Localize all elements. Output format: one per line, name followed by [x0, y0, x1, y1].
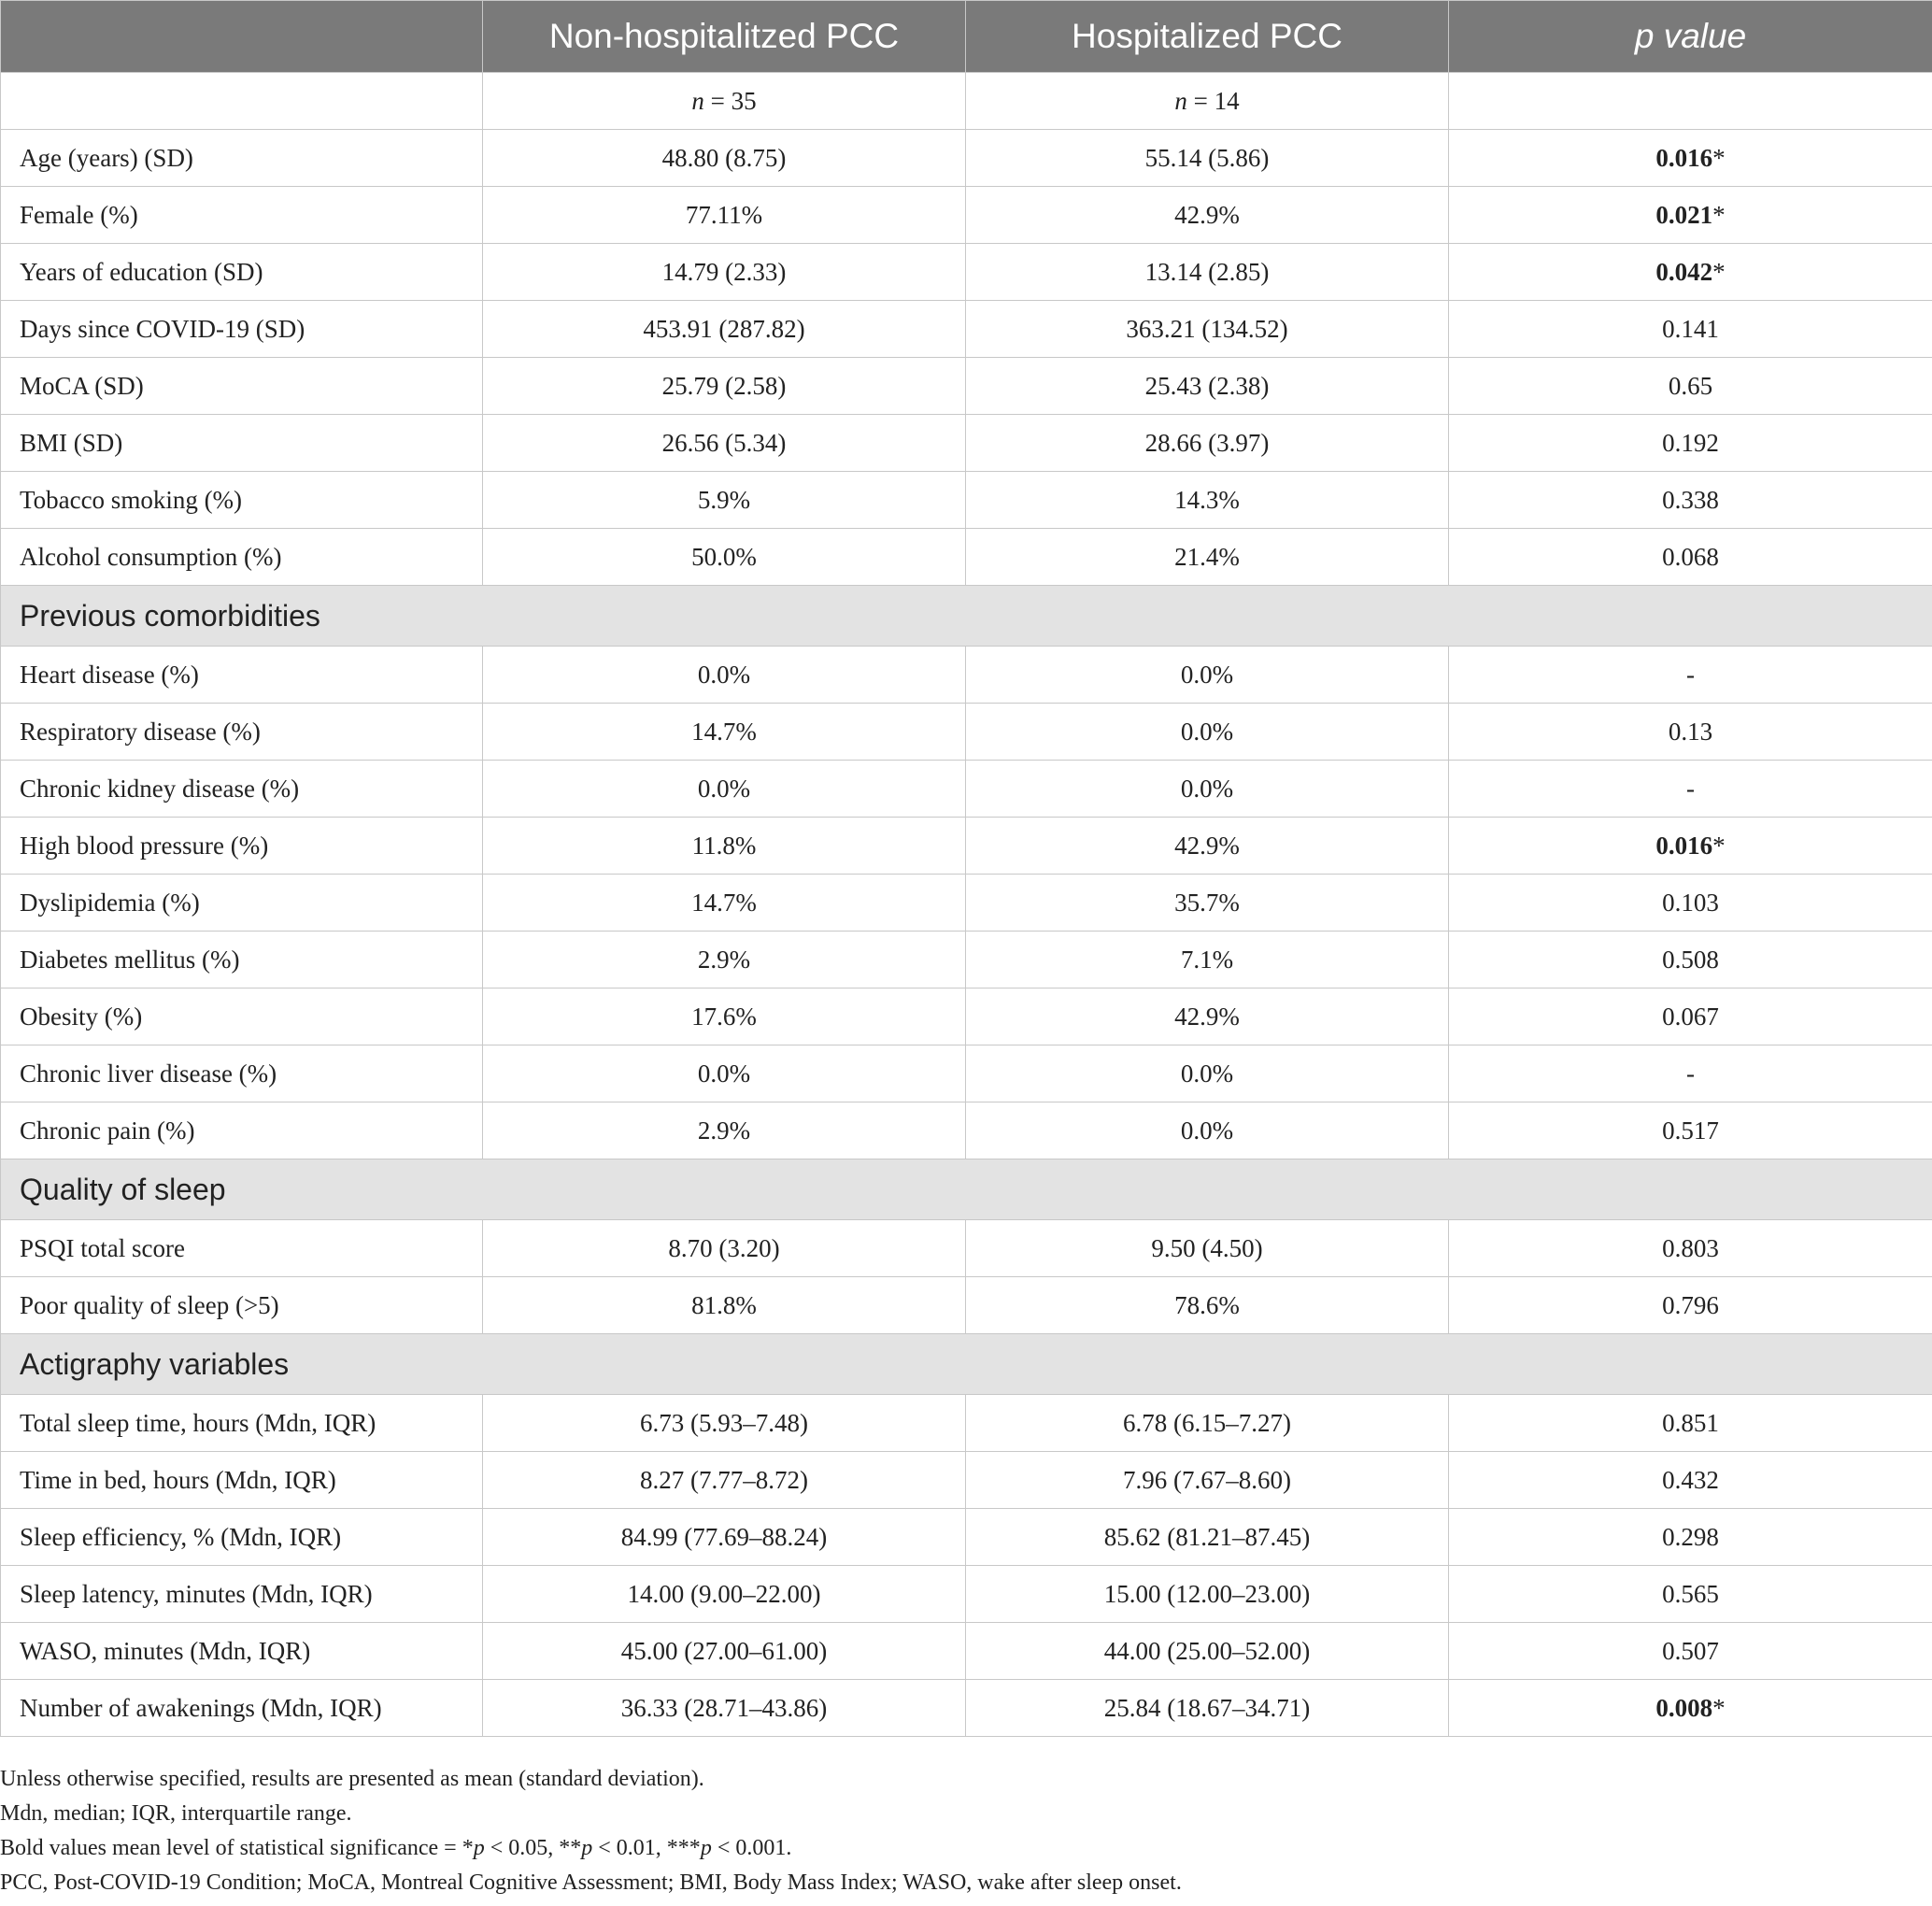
non-hospitalized-value: 45.00 (27.00–61.00)	[483, 1623, 966, 1680]
hospitalized-value: 6.78 (6.15–7.27)	[966, 1395, 1449, 1452]
table-row	[1, 989, 1932, 1045]
p-value	[1449, 989, 1932, 1045]
row-label: Heart disease (%)	[1, 647, 483, 704]
p-value	[1449, 1452, 1932, 1509]
row-label: Dyslipidemia (%)	[1, 875, 483, 932]
p-value	[1449, 1509, 1932, 1566]
sample-size-p	[1449, 73, 1932, 130]
n-value: = 35	[703, 86, 757, 115]
row-label: Sleep latency, minutes (Mdn, IQR)	[1, 1566, 483, 1623]
table-row	[1, 529, 1932, 586]
hospitalized-value: 42.9%	[966, 818, 1449, 875]
non-hospitalized-value: 81.8%	[483, 1277, 966, 1334]
table-row	[1, 761, 1932, 818]
p-value	[1449, 1395, 1932, 1452]
sample-size-non-hospitalized	[483, 73, 966, 130]
table-row	[1, 647, 1932, 704]
footnote-2: Mdn, median; IQR, interquartile range.	[0, 1801, 352, 1826]
table-row	[1, 415, 1932, 472]
non-hospitalized-value: 48.80 (8.75)	[483, 130, 966, 187]
non-hospitalized-value: 6.73 (5.93–7.48)	[483, 1395, 966, 1452]
hospitalized-value: 35.7%	[966, 875, 1449, 932]
p-value	[1449, 932, 1932, 989]
p-value-number: 0.13	[1668, 717, 1713, 746]
footnote-3-text: < 0.01, ***	[592, 1836, 701, 1860]
row-label: Chronic liver disease (%)	[1, 1045, 483, 1102]
hospitalized-value: 0.0%	[966, 1045, 1449, 1102]
p-value	[1449, 1102, 1932, 1159]
p-value	[1449, 1566, 1932, 1623]
hospitalized-value: 25.43 (2.38)	[966, 358, 1449, 415]
hospitalized-value: 25.84 (18.67–34.71)	[966, 1680, 1449, 1737]
table-row	[1, 1680, 1932, 1737]
p-value	[1449, 875, 1932, 932]
row-label: Chronic kidney disease (%)	[1, 761, 483, 818]
hospitalized-value: 44.00 (25.00–52.00)	[966, 1623, 1449, 1680]
p-value-number: -	[1686, 660, 1695, 689]
p-value-number: 0.103	[1662, 888, 1719, 917]
hospitalized-value: 7.1%	[966, 932, 1449, 989]
non-hospitalized-value: 50.0%	[483, 529, 966, 586]
hospitalized-value: 42.9%	[966, 989, 1449, 1045]
significance-star: *	[1712, 257, 1726, 286]
table-row	[1, 818, 1932, 875]
row-label: Number of awakenings (Mdn, IQR)	[1, 1680, 483, 1737]
footnote-3	[0, 1831, 1932, 1866]
row-label: WASO, minutes (Mdn, IQR)	[1, 1623, 483, 1680]
row-label: Days since COVID-19 (SD)	[1, 301, 483, 358]
p-value-number: 0.021	[1655, 200, 1713, 229]
p-value-number: 0.508	[1662, 945, 1719, 974]
n-value: = 14	[1186, 86, 1240, 115]
row-label: Years of education (SD)	[1, 244, 483, 301]
p-symbol: p	[473, 1836, 485, 1860]
hospitalized-value: 363.21 (134.52)	[966, 301, 1449, 358]
p-value-number: 0.008	[1655, 1693, 1713, 1722]
footnote-1: Unless otherwise specified, results are presented as mean (standard deviation).	[0, 1767, 704, 1791]
row-label: Female (%)	[1, 187, 483, 244]
p-value-number: 0.338	[1662, 485, 1719, 514]
p-value	[1449, 1623, 1932, 1680]
non-hospitalized-value: 77.11%	[483, 187, 966, 244]
section-row-sleep	[1, 1159, 1932, 1220]
non-hospitalized-value: 14.79 (2.33)	[483, 244, 966, 301]
footnote-3-text: Bold values mean level of statistical significance = *	[0, 1836, 474, 1860]
hospitalized-value: 0.0%	[966, 761, 1449, 818]
p-value	[1449, 529, 1932, 586]
row-label: Tobacco smoking (%)	[1, 472, 483, 529]
p-value-number: 0.432	[1662, 1465, 1719, 1494]
section-row-comorbidities	[1, 586, 1932, 647]
p-value	[1449, 818, 1932, 875]
p-value-number: 0.016	[1655, 143, 1713, 172]
hospitalized-value: 21.4%	[966, 529, 1449, 586]
table-row	[1, 1045, 1932, 1102]
section-heading: Quality of sleep	[1, 1159, 1932, 1220]
row-label: Alcohol consumption (%)	[1, 529, 483, 586]
row-label: BMI (SD)	[1, 415, 483, 472]
p-value-number: 0.803	[1662, 1233, 1719, 1262]
p-value	[1449, 130, 1932, 187]
row-label: High blood pressure (%)	[1, 818, 483, 875]
hospitalized-value: 0.0%	[966, 647, 1449, 704]
significance-star: *	[1712, 200, 1726, 229]
p-value-number: 0.067	[1662, 1002, 1719, 1031]
row-label: Diabetes mellitus (%)	[1, 932, 483, 989]
non-hospitalized-value: 11.8%	[483, 818, 966, 875]
row-label: Chronic pain (%)	[1, 1102, 483, 1159]
footnote-3-text: < 0.05, **	[484, 1836, 582, 1860]
hospitalized-value: 7.96 (7.67–8.60)	[966, 1452, 1449, 1509]
table-row	[1, 187, 1932, 244]
table-footnotes	[0, 1762, 1932, 1900]
p-value-number: 0.65	[1668, 371, 1713, 400]
hospitalized-value: 9.50 (4.50)	[966, 1220, 1449, 1277]
p-value-number: 0.796	[1662, 1290, 1719, 1319]
p-value-number: -	[1686, 774, 1695, 803]
non-hospitalized-value: 36.33 (28.71–43.86)	[483, 1680, 966, 1737]
p-value-number: -	[1686, 1059, 1695, 1088]
table-row	[1, 932, 1932, 989]
p-value-number: 0.141	[1662, 314, 1719, 343]
header-non-hospitalized: Non-hospitalitzed PCC	[483, 1, 966, 73]
hospitalized-value: 14.3%	[966, 472, 1449, 529]
significance-star: *	[1712, 831, 1726, 860]
hospitalized-value: 0.0%	[966, 1102, 1449, 1159]
table-row	[1, 1220, 1932, 1277]
p-symbol: p	[700, 1836, 712, 1860]
p-value	[1449, 704, 1932, 761]
non-hospitalized-value: 8.70 (3.20)	[483, 1220, 966, 1277]
table-row	[1, 244, 1932, 301]
row-label: Obesity (%)	[1, 989, 483, 1045]
hospitalized-value: 13.14 (2.85)	[966, 244, 1449, 301]
p-value-number: 0.507	[1662, 1636, 1719, 1665]
significance-star: *	[1712, 1693, 1726, 1722]
footnote-3-text: < 0.001.	[711, 1836, 792, 1860]
row-label: Respiratory disease (%)	[1, 704, 483, 761]
row-label: Poor quality of sleep (>5)	[1, 1277, 483, 1334]
p-value-number: 0.298	[1662, 1522, 1719, 1551]
table-row	[1, 358, 1932, 415]
p-value-number: 0.016	[1655, 831, 1713, 860]
section-heading: Actigraphy variables	[1, 1334, 1932, 1395]
non-hospitalized-value: 0.0%	[483, 1045, 966, 1102]
p-value-number: 0.042	[1655, 257, 1713, 286]
p-value-number: 0.517	[1662, 1116, 1719, 1145]
p-value-number: 0.192	[1662, 428, 1719, 457]
p-value	[1449, 1220, 1932, 1277]
hospitalized-value: 85.62 (81.21–87.45)	[966, 1509, 1449, 1566]
p-value	[1449, 761, 1932, 818]
table-row	[1, 472, 1932, 529]
table-row	[1, 1566, 1932, 1623]
footnote-4: PCC, Post-COVID-19 Condition; MoCA, Montreal Cognitive Assessment; BMI, Body Mass Index; WASO, wake after sleep onset.	[0, 1870, 1182, 1895]
hospitalized-value: 28.66 (3.97)	[966, 415, 1449, 472]
p-value-number: 0.068	[1662, 542, 1719, 571]
table-body	[1, 73, 1932, 1737]
non-hospitalized-value: 2.9%	[483, 932, 966, 989]
non-hospitalized-value: 17.6%	[483, 989, 966, 1045]
section-heading: Previous comorbidities	[1, 586, 1932, 647]
table-header-row	[1, 1, 1932, 73]
non-hospitalized-value: 0.0%	[483, 647, 966, 704]
hospitalized-value: 42.9%	[966, 187, 1449, 244]
table-row	[1, 1452, 1932, 1509]
p-value-number: 0.565	[1662, 1579, 1719, 1608]
hospitalized-value: 15.00 (12.00–23.00)	[966, 1566, 1449, 1623]
table-row	[1, 130, 1932, 187]
p-value	[1449, 301, 1932, 358]
p-value	[1449, 1277, 1932, 1334]
hospitalized-value: 0.0%	[966, 704, 1449, 761]
non-hospitalized-value: 2.9%	[483, 1102, 966, 1159]
p-value	[1449, 358, 1932, 415]
significance-star: *	[1712, 143, 1726, 172]
non-hospitalized-value: 8.27 (7.77–8.72)	[483, 1452, 966, 1509]
p-value	[1449, 472, 1932, 529]
row-label: Age (years) (SD)	[1, 130, 483, 187]
non-hospitalized-value: 14.00 (9.00–22.00)	[483, 1566, 966, 1623]
sample-size-row	[1, 73, 1932, 130]
row-label: MoCA (SD)	[1, 358, 483, 415]
p-value	[1449, 187, 1932, 244]
non-hospitalized-value: 5.9%	[483, 472, 966, 529]
non-hospitalized-value: 14.7%	[483, 875, 966, 932]
p-value	[1449, 1045, 1932, 1102]
non-hospitalized-value: 84.99 (77.69–88.24)	[483, 1509, 966, 1566]
table-row	[1, 1509, 1932, 1566]
p-symbol: p	[581, 1836, 593, 1860]
table-row	[1, 1277, 1932, 1334]
row-label: PSQI total score	[1, 1220, 483, 1277]
p-value	[1449, 415, 1932, 472]
n-symbol: n	[691, 86, 704, 115]
table-row	[1, 1102, 1932, 1159]
hospitalized-value: 78.6%	[966, 1277, 1449, 1334]
p-value	[1449, 244, 1932, 301]
sample-size-hospitalized	[966, 73, 1449, 130]
non-hospitalized-value: 0.0%	[483, 761, 966, 818]
header-p-value: p value	[1449, 1, 1932, 73]
p-value	[1449, 647, 1932, 704]
table-row	[1, 1395, 1932, 1452]
row-label: Sleep efficiency, % (Mdn, IQR)	[1, 1509, 483, 1566]
row-label: Total sleep time, hours (Mdn, IQR)	[1, 1395, 483, 1452]
section-row-actigraphy	[1, 1334, 1932, 1395]
row-label: Time in bed, hours (Mdn, IQR)	[1, 1452, 483, 1509]
header-blank	[1, 1, 483, 73]
n-symbol: n	[1174, 86, 1187, 115]
non-hospitalized-value: 25.79 (2.58)	[483, 358, 966, 415]
sample-size-label	[1, 73, 483, 130]
table-row	[1, 1623, 1932, 1680]
table-row	[1, 301, 1932, 358]
hospitalized-value: 55.14 (5.86)	[966, 130, 1449, 187]
non-hospitalized-value: 453.91 (287.82)	[483, 301, 966, 358]
p-value	[1449, 1680, 1932, 1737]
non-hospitalized-value: 26.56 (5.34)	[483, 415, 966, 472]
table-row	[1, 704, 1932, 761]
table-row	[1, 875, 1932, 932]
non-hospitalized-value: 14.7%	[483, 704, 966, 761]
p-value-number: 0.851	[1662, 1408, 1719, 1437]
header-hospitalized: Hospitalized PCC	[966, 1, 1449, 73]
